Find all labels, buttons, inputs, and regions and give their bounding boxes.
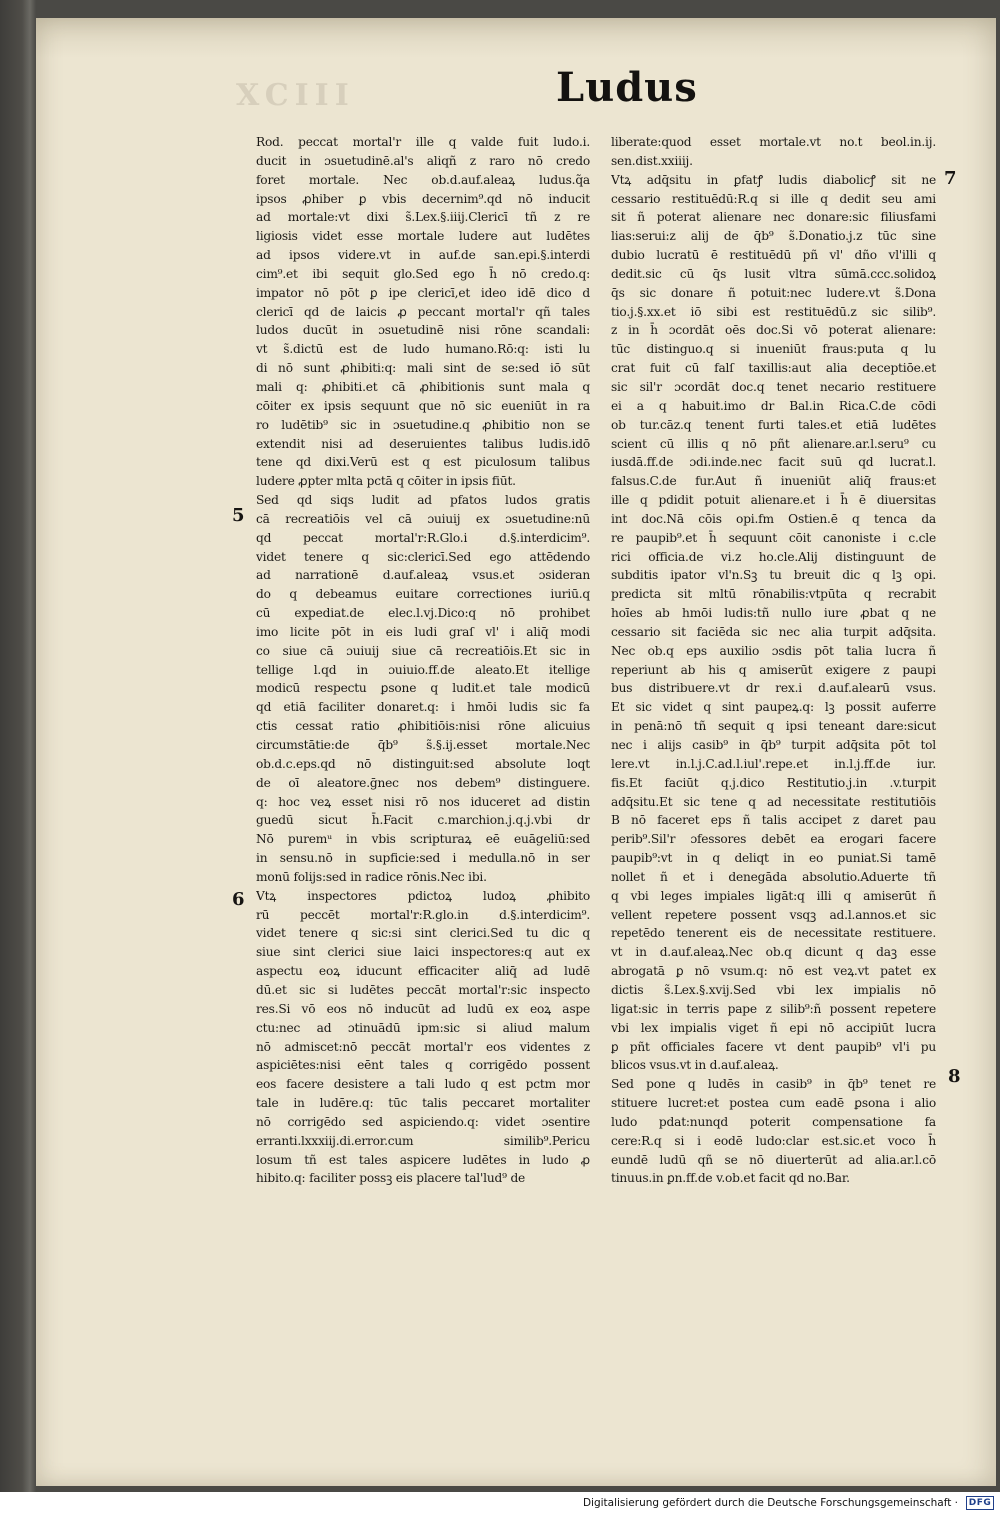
text-line: tinuus.in ꝑn.ff.de v.ob.et facit qd no.Bar. bbox=[611, 1171, 850, 1186]
text-line: losum tñ est tales aspicere ludētes in ludo ꝓ bbox=[256, 1152, 590, 1167]
text-line: hoīes ab hmōi ludis:tñ nullo iure ꝓbat q ne bbox=[611, 606, 936, 621]
text-line: ad narrationē d.auf.aleaꝝ vsus.et ɔsideran bbox=[256, 568, 590, 583]
text-line: do q debeamus euitare correctiones iuriū.q bbox=[256, 587, 590, 602]
text-line: ꝑ pñt officiales facere vt dent paupib⁹ vl'i pu bbox=[611, 1039, 936, 1054]
funding-notice: Digitalisierung gefördert durch die Deutsche Forschungsgemeinschaft · bbox=[582, 1497, 958, 1509]
text-line: ad ipsos videre.vt in auf.de san.epi.§.interdi bbox=[256, 248, 590, 263]
text-line: ludere ꝓpter mlta pctā q cōiter in ipsis fiūt. bbox=[256, 474, 516, 489]
text-line: vt s̃.dictū est de ludo humano.Rō:q: isti lu bbox=[256, 342, 590, 357]
text-line: cessario restituēdū:R.q si ille q dedit seu ami bbox=[611, 191, 936, 206]
text-line: sen.dist.xxiiij. bbox=[611, 153, 693, 168]
text-line: imo licite pōt in eis ludi graſ vl' i aliq̄ modi bbox=[256, 624, 590, 639]
text-line: Vtꝝ inspectores pdictoꝝ ludoꝝ ꝓhibito bbox=[256, 888, 590, 903]
text-line: ctu:nec ad ɔtinuādū ipm:sic si aliud malum bbox=[256, 1020, 590, 1035]
dfg-logo: DFG bbox=[966, 1496, 994, 1510]
text-line: tellige l.qd in ɔuiuio.ff.de aleato.Et itellige bbox=[256, 662, 590, 677]
text-line: re paupib⁹.et h̄ sequunt cōit canoniste i c.cle bbox=[611, 530, 936, 545]
text-line: vt in d.auf.aleaꝝ.Nec ob.q dicunt q daꝫ esse bbox=[611, 945, 936, 960]
text-line: crat fuit cū falſ taxillis:aut alia deceptiōe.et bbox=[611, 361, 936, 376]
text-line: guedū sicut h̄.Facit c.marchion.j.q.j.vbi dr bbox=[256, 813, 590, 828]
text-line: dū.et sic si ludētes peccāt mortal'r:sic inspecto bbox=[256, 982, 590, 997]
text-line: Nec ob.q eps auxilio ɔsdis pōt talia lucra ñ bbox=[611, 643, 936, 658]
paragraph bbox=[611, 1075, 936, 1188]
paragraph bbox=[256, 133, 590, 491]
text-line: ipsos ꝓhiber ꝑ vbis decernim⁹.qd nō inducit bbox=[256, 191, 590, 206]
text-line: cā recreatiōis vel cā ɔuiuij ex ɔsuetudine:nū bbox=[256, 511, 590, 526]
text-line: lere.vt in.l.j.C.ad.l.iul'.repe.et in.l.j.ff.de iur. bbox=[611, 756, 936, 771]
text-line: ludos ducūt in ɔsuetudinē nisi rōne scandali: bbox=[256, 323, 590, 338]
text-line: Rod. peccat mortal'r ille q valde fuit ludo.i. bbox=[256, 135, 590, 149]
text-line: co siue cā ɔuiuij siue cā recreatiōis.Et sic in bbox=[256, 643, 590, 658]
text-line: eundē ludū qñ se nō diuerterūt ad alia.ar.l.cō bbox=[611, 1152, 936, 1167]
digitization-footer bbox=[0, 1492, 1000, 1515]
text-line: Sed pone q ludēs in casib⁹ in q̄b⁹ tenet re bbox=[611, 1077, 936, 1092]
text-line: cim⁹.et ibi sequit glo.Sed ego h̄ nō credo.q: bbox=[256, 266, 590, 281]
text-line: nollet ñ et i denegāda absolutio.Aduerte tñ bbox=[611, 869, 936, 884]
text-line: cū expediat.de elec.l.vj.Dico:q nō prohibet bbox=[256, 606, 590, 621]
text-line: dedit.sic cū q̄s lusit vltra sūmā.ccc.solidoꝝ bbox=[611, 266, 936, 281]
text-line: fis.Et faciūt q.j.dico Restitutio.j.in .v.turpit bbox=[611, 775, 936, 790]
text-line: tene qd dixi.Verū est q est piculosum talibus bbox=[256, 455, 590, 470]
text-line: scient cū illis q nō pñt alienare.ar.l.seru⁹ cu bbox=[611, 436, 936, 451]
text-line: aspectu eoꝝ iducunt efficaciter aliq̄ ad ludē bbox=[256, 964, 590, 979]
text-line: repetēdo tenerent eis de necessitate restituere. bbox=[611, 926, 936, 941]
text-line: B nō faceret eps ñ talis accipet z daret pau bbox=[611, 813, 936, 828]
text-line: falsus.C.de fur.Aut ñ inueniūt aliq̄ fraus:et bbox=[611, 474, 936, 489]
text-line: ob tur.cāz.q tenent furti tales.et etiā ludētes bbox=[611, 417, 936, 432]
text-line: ludo pdat:nunqd poterit compensatione fa bbox=[611, 1114, 936, 1129]
running-header: Ludus bbox=[556, 64, 698, 111]
text-line: reperiunt ab his q amiserūt exigere z paupi bbox=[611, 662, 936, 677]
text-line: monū folijs:sed in radice rōnis.Nec ibi. bbox=[256, 869, 487, 884]
text-line: paupib⁹:vt in q deliqt in eo puniat.Si tamē bbox=[611, 851, 936, 866]
margin-number-6: 6 bbox=[232, 889, 245, 910]
text-line: bus distribuere.vt dr rex.i d.auf.alearū vsus. bbox=[611, 681, 936, 696]
text-line: iusdā.ff.de ɔdi.inde.nec facit suū qd lucrat.l. bbox=[611, 455, 936, 470]
left-text-column bbox=[256, 133, 590, 1188]
paragraph bbox=[611, 171, 936, 1076]
text-line: ad mortale:vt dixi s̃.Lex.§.iiij.Clericī tñ z re bbox=[256, 210, 590, 225]
text-line: tio.j.§.xx.et iō sibi est restituēdū.z sic silib⁹. bbox=[611, 304, 936, 319]
text-line: qd peccat mortal'r:R.Glo.i d.§.interdicim⁹. bbox=[256, 530, 590, 545]
text-line: Et sic videt q sint paupeꝝ.q: lꝫ possit auferre bbox=[611, 700, 936, 715]
text-line: rici officia.de vi.z ho.cle.Alij distinguunt de bbox=[611, 549, 936, 564]
text-line: ctis cessat ratio ꝓhibitiōis:nisi rōne alicuius bbox=[256, 719, 590, 734]
text-line: ei a q habuit.imo dr Bal.in Rica.C.de cōdi bbox=[611, 398, 936, 413]
text-line: abrogatā ꝑ nō vsum.q: nō est veꝝ.vt patet ex bbox=[611, 964, 936, 979]
text-line: lias:serui:z alij de q̄b⁹ s̃.Donatio.j.z tūc sine bbox=[611, 229, 936, 244]
text-line: dictis s̃.Lex.§.xvij.Sed vbi lex impialis nō bbox=[611, 982, 936, 997]
text-line: ro ludētib⁹ sic in ɔsuetudine.q ꝓhibitio non se bbox=[256, 417, 590, 432]
text-line: clericī qd de laicis ꝓ peccant mortal'r qñ tales bbox=[256, 304, 590, 319]
text-line: siue sint clerici siue laici inspectores:q aut ex bbox=[256, 945, 590, 960]
text-line: vbi lex impialis viget ñ epi nō accipiūt lucra bbox=[611, 1020, 936, 1035]
text-line: blicos vsus.vt in d.auf.aleaꝝ. bbox=[611, 1058, 779, 1073]
text-line: Nō puremᵘ in vbis scripturaꝝ eē euāgeliū:sed bbox=[256, 832, 590, 847]
text-line: cōiter ex ipsis sequunt que nō sic eueniūt in ra bbox=[256, 398, 590, 413]
text-line: sic sil'r ɔcordāt doc.q tenet necario restituere bbox=[611, 379, 936, 394]
text-line: res.Si vō eos nō inducūt ad ludū ex eoꝝ aspe bbox=[256, 1001, 590, 1016]
margin-number-8: 8 bbox=[948, 1066, 961, 1087]
text-line: circumstātie:de q̄b⁹ s̃.§.ij.esset mortale.Nec bbox=[256, 738, 590, 752]
text-line: vellent repetere possent vsqꝫ ad.l.annos.et sic bbox=[611, 907, 936, 922]
paragraph bbox=[611, 133, 936, 171]
text-line: q̄s sic donare ñ potuit:nec ludere.vt s̃.Dona bbox=[611, 285, 936, 300]
text-line: in penā:nō tñ sequit q ipsi teneant dare:sicut bbox=[611, 719, 936, 734]
text-line: q: hoc veꝝ esset nisi rō nos iduceret ad distin bbox=[256, 794, 590, 809]
text-line: ob.d.c.eps.qd nō distinguit:sed absolute loqt bbox=[256, 756, 590, 771]
text-line: extendit nisi ad deseruientes talibus ludis.idō bbox=[256, 436, 590, 451]
text-line: tale in ludēre.q: tūc talis peccaret mortaliter bbox=[256, 1096, 590, 1111]
text-line: adq̄situ.Et sic tene q ad necessitate restitutiōis bbox=[611, 794, 936, 809]
text-line: dubio lucratū ē restituēdū pñ vl' dño vl'illi q bbox=[611, 248, 936, 263]
text-line: ducit in ɔsuetudinē.al's aliqñ z raro nō credo bbox=[256, 153, 590, 168]
text-line: liberate:quod esset mortale.vt no.t beol.in.ij. bbox=[611, 135, 936, 149]
bleed-through: XCIII bbox=[236, 78, 355, 113]
text-line: mali q: ꝓhibiti.et cā ꝓhibitionis sunt mala q bbox=[256, 379, 590, 394]
text-line: foret mortale. Nec ob.d.auf.aleaꝝ ludus.q̃a bbox=[256, 172, 590, 187]
text-line: in sensu.nō in supficie:sed i medulla.nō in ser bbox=[256, 851, 590, 866]
text-line: cere:R.q si i eodē ludo:clar est.sic.et voco h̄ bbox=[611, 1133, 936, 1148]
text-line: nec i alijs casib⁹ in q̄b⁹ turpit adq̄sita pōt tol bbox=[611, 738, 936, 752]
text-line: rū peccēt mortal'r:R.glo.in d.§.interdicim⁹. bbox=[256, 907, 590, 922]
text-line: videt tenere q sic:clericī.Sed ego attēdendo bbox=[256, 549, 590, 564]
paragraph bbox=[256, 491, 590, 887]
text-line: eos facere desistere a tali ludo q est pctm mor bbox=[256, 1077, 590, 1092]
text-line: de oī aleatore.ḡnec nos debem⁹ distinguere. bbox=[256, 775, 590, 790]
paragraph bbox=[256, 887, 590, 1189]
text-line: z in h̄ ɔcordāt oēs doc.Si vō poterat alienare: bbox=[611, 323, 936, 338]
text-line: cessario sit faciēda sic nec alia turpit adq̄sita. bbox=[611, 624, 936, 639]
text-line: nō admiscet:nō peccāt mortal'r eos videntes z bbox=[256, 1039, 590, 1054]
text-line: ille q pdidit potuit alienare.et i h̄ ē diuersitas bbox=[611, 493, 936, 508]
text-line: int doc.Nā cōis opi.fm Ostien.ē q tenca da bbox=[611, 511, 936, 526]
text-line: qd etiā faciliter donaret.q: i hmōi ludis sic fa bbox=[256, 700, 590, 715]
margin-number-5: 5 bbox=[232, 505, 245, 526]
margin-number-7: 7 bbox=[944, 168, 957, 189]
text-line: erranti.lxxxiij.di.error.cum similib⁹.Pericu bbox=[256, 1133, 590, 1148]
text-line: hibito.q: faciliter possꝫ eis placere tal'lud⁹ de bbox=[256, 1171, 526, 1186]
text-line: ligiosis videt esse mortale ludere aut ludētes bbox=[256, 229, 590, 244]
text-line: videt tenere q sic:si sint clerici.Sed tu dic q bbox=[256, 926, 590, 941]
text-line: perib⁹.Sil'r ɔfessores debēt ea erogari facere bbox=[611, 832, 936, 847]
right-text-column bbox=[611, 133, 936, 1188]
text-line: predicta sit mltū rōnabilis:vtpūta q recrabit bbox=[611, 587, 936, 602]
text-line: Vtꝝ adq̄situ in ꝑfatꝭ ludis diabolicꝭ sit ne bbox=[611, 172, 936, 187]
text-line: q vbi leges impiales ligāt:q illi q amiserūt ñ bbox=[611, 888, 936, 903]
text-line: stituere lucret:et postea cum eadē ꝑsona i alio bbox=[611, 1096, 936, 1111]
text-line: modicū respectu ꝑsone q ludit.et tale modicū bbox=[256, 681, 590, 696]
text-line: aspiciētes:nisi eēnt tales q corrigēdo possent bbox=[256, 1058, 590, 1073]
text-line: impator nō pōt ꝑ ipe clericī,et ideo idē dico d bbox=[256, 285, 590, 300]
text-line: di nō sunt ꝓhibiti:q: mali sint de se:sed iō sūt bbox=[256, 361, 590, 376]
text-line: Sed qd siqs ludit ad pfatos ludos gratis bbox=[256, 493, 590, 508]
text-line: ligat:sic in terris pape z silib⁹:ñ possent repetere bbox=[611, 1001, 936, 1016]
text-line: sit ñ poterat alienare nec donare:sic filiusfami bbox=[611, 210, 936, 225]
text-line: subditis ipator vl'n.Sꝫ tu breuit dic q lꝫ opi. bbox=[611, 568, 936, 583]
text-line: tūc distinguo.q si inueniūt fraus:puta q lu bbox=[611, 342, 936, 357]
text-line: nō corrigēdo sed aspiciendo.q: videt ɔsentire bbox=[256, 1114, 590, 1129]
